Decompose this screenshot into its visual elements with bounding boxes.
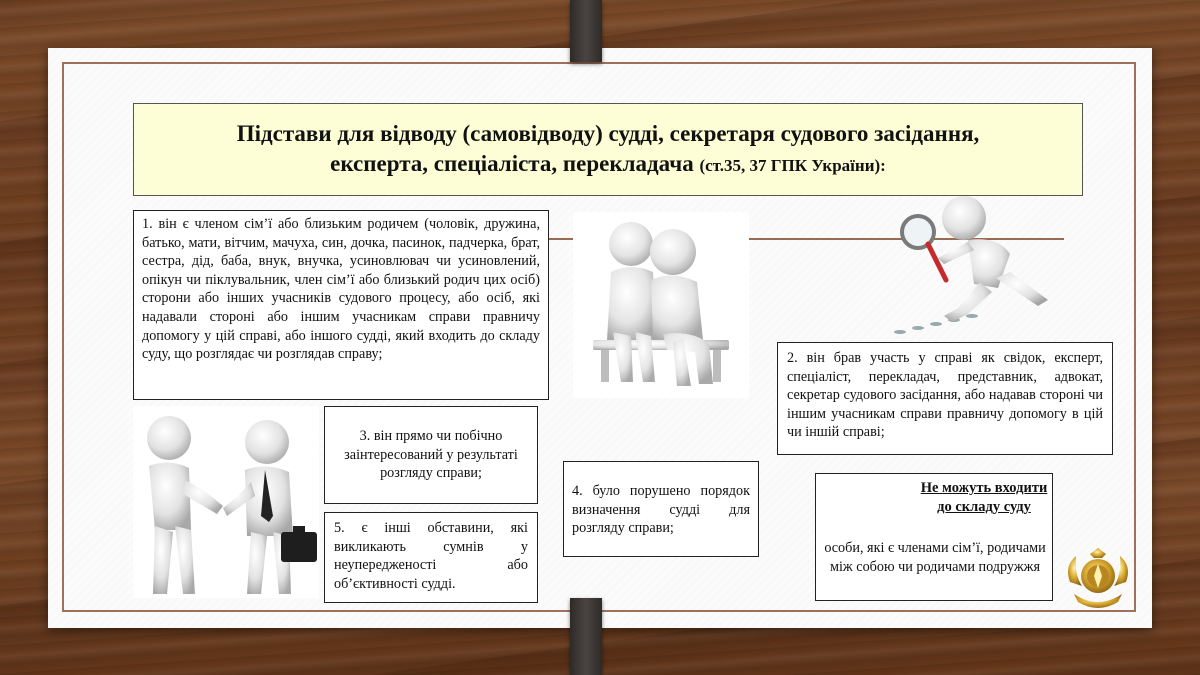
slide-title-line2 (330, 149, 886, 181)
sitting-couple-illustration (573, 212, 749, 398)
top-binder-clip (570, 0, 602, 62)
ground-2-prior-participation: 2. він брав участь у справі як свідок, експерт, спеціаліст, перекладач, представник, адвокат, секретар судового засідання, або надавав стороні чи іншим учасникам справи правничу допомогу в цій чи іншій справі; (777, 342, 1113, 455)
ground-3-interest: 3. він прямо чи побічно заінтересований у результаті розгляду справи; (324, 406, 538, 504)
court-composition-note-text: особи, які є членами сім’ї, родичами між собою чи родичами подружжя (824, 540, 1046, 575)
court-composition-note (815, 473, 1053, 601)
slide-title-box (133, 103, 1083, 196)
court-composition-note-heading: Не можуть входити до складу суду (920, 480, 1048, 515)
magnifier-figure-illustration (888, 188, 1066, 338)
handshake-illustration (133, 406, 319, 598)
ground-5-other-circumstances: 5. є інші обставини, які викликають сумнів у неупередженості або об’єктивності судді. (324, 512, 538, 603)
slide-title-reference: (ст.35, 37 ГПК України): (699, 155, 886, 175)
ground-4-procedure-violation: 4. було порушено порядок визначення судді для розгляду справи; (563, 461, 759, 557)
ground-1-family-relation: 1. він є членом сім’ї або близьким родичем (чоловік, дружина, батько, мати, вітчим, мачуха, син, дочка, пасинок, падчерка, брат, сестра, дід, баба, внук, внучка, усиновлювач чи усиновлений, опікун чи піклувальник, член сім’ї або близький родич цих осіб) сторони або інших учасників судового процесу, або осіб, які надавали стороні або іншим учасникам справи правничу допомогу у цій справі, або іншого судді, який входить до складу суду, що розглядає чи розглядав справу; (133, 210, 549, 400)
ministry-emblem-icon (1060, 546, 1136, 612)
bottom-binder-clip (570, 598, 602, 675)
slide-title-line2-text: експерта, спеціаліста, перекладача (330, 150, 694, 176)
slide-title-line1: Підстави для відводу (самовідводу) судді, секретаря судового засідання, (236, 120, 980, 146)
